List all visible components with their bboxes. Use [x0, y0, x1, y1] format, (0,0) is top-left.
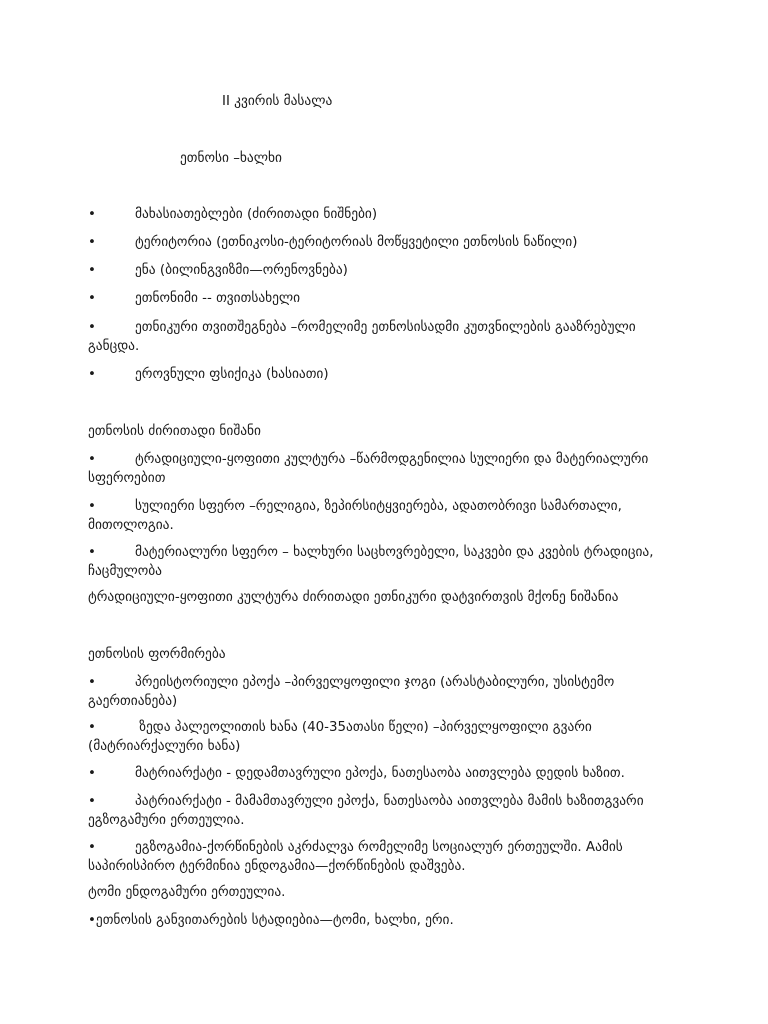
- list-item-continuation: სფეროებით: [88, 471, 166, 486]
- list-item-text: ეროვნული ფსიქიკა (ხასიათი): [135, 367, 329, 382]
- list-item: [88, 261, 708, 280]
- list-item-text: ეთნონიმი -- თვითსახელი: [135, 291, 301, 306]
- section-heading: ეთნოსის ძირითადი ნიშანი: [88, 424, 261, 439]
- bullet: •: [88, 766, 96, 781]
- list-item: [88, 718, 708, 737]
- document-subtitle: ეთნოსი –ხალხი: [180, 151, 282, 166]
- list-item: [88, 838, 708, 857]
- list-item-text: ეგზოგამია-ქორწინების აკრძალვა რომელიმე სოციალურ ერთეულში. Aამის: [135, 840, 623, 855]
- list-item: [88, 365, 708, 384]
- bullet: •: [88, 367, 96, 382]
- bullet: •: [88, 499, 96, 514]
- list-item-text: ენა (ბილინგვიზმი—ორენოვნება): [135, 263, 348, 278]
- list-item: [88, 673, 708, 692]
- bullet: •: [88, 291, 96, 306]
- bullet: •: [88, 720, 96, 735]
- list-item-text: ეთნიკური თვითშეგნება –რომელიმე ეთნოსისადმი კუთვნილების გააზრებული: [135, 320, 636, 335]
- bullet: •: [88, 263, 96, 278]
- bullet: •: [88, 320, 96, 335]
- list-item-text: სულიერი სფერო –რელიგია, ზეპირსიტყვიერება, ადათობრივი სამართალი,: [135, 499, 622, 514]
- section-heading: ეთნოსის ფორმირება: [88, 647, 226, 662]
- list-item: [88, 318, 708, 337]
- list-item-text: მატრიარქატი - დედამთავრული ეპოქა, ნათესაობა აითვლება დედის ხაზით.: [135, 766, 625, 781]
- list-item-text: ტრადიციული-ყოფითი კულტურა –წარმოდგენილია სულიერი და მატერიალური: [135, 452, 649, 467]
- list-item: [88, 205, 708, 224]
- list-item-text: მატერიალური სფერო – ხალხური საცხოვრებელი, საკვები და კვების ტრადიცია,: [135, 545, 654, 560]
- paragraph: ტომი ენდოგამური ერთეულია.: [88, 885, 286, 900]
- list-item: [88, 543, 708, 562]
- list-item-text: ზედა პალეოლითის ხანა (40-35ათასი წელი) –პირველყოფილი გვარი: [135, 720, 592, 735]
- list-item: [88, 233, 708, 252]
- bullet: •: [88, 452, 96, 467]
- list-item-continuation: განცდა.: [88, 339, 140, 354]
- list-item-continuation: ეგზოგამური ერთეულია.: [88, 813, 245, 828]
- bullet: •: [88, 207, 96, 222]
- bullet: •: [88, 235, 96, 250]
- list-item-continuation: საპირისპირო ტერმინია ენდოგამია—ქორწინების დაშვება.: [88, 859, 466, 874]
- paragraph: ტრადიციული-ყოფითი კულტურა ძირითადი ეთნიკური დატვირთვის მქონე ნიშანია: [88, 590, 619, 605]
- list-item: [88, 497, 708, 516]
- list-item-text: ტერიტორია (ეთნიკოსი-ტერიტორიას მოწყვეტილი ეთნოსის ნაწილი): [135, 235, 578, 250]
- list-item: [88, 792, 708, 811]
- list-item-continuation: გაერთიანება): [88, 694, 178, 709]
- bullet: •: [88, 840, 96, 855]
- paragraph-bullet-line: •ეთნოსის განვითარების სტადიებია—ტომი, ხალხი, ერი.: [88, 913, 454, 928]
- list-item-continuation: მითოლოგია.: [88, 518, 174, 533]
- list-item-text: პატრიარქატი - მამამთავრული ეპოქა, ნათესაობა აითვლება მამის ხაზითგვარი: [135, 794, 644, 809]
- list-item-continuation: (მატრიარქალური ხანა): [88, 739, 241, 754]
- list-item: [88, 764, 708, 783]
- bullet: •: [88, 675, 96, 690]
- list-item-text: მახასიათებლები (ძირითადი ნიშნები): [135, 207, 378, 222]
- list-item: [88, 289, 708, 308]
- bullet: •: [88, 545, 96, 560]
- list-item-text: პრეისტორიული ეპოქა –პირველყოფილი ჯოგი (არასტაბილური, უსისტემო: [135, 675, 615, 690]
- list-item: [88, 450, 708, 469]
- bullet: •: [88, 794, 96, 809]
- document-title: II კვირის მასალა: [222, 94, 333, 109]
- list-item-continuation: ჩაცმულობა: [88, 564, 162, 579]
